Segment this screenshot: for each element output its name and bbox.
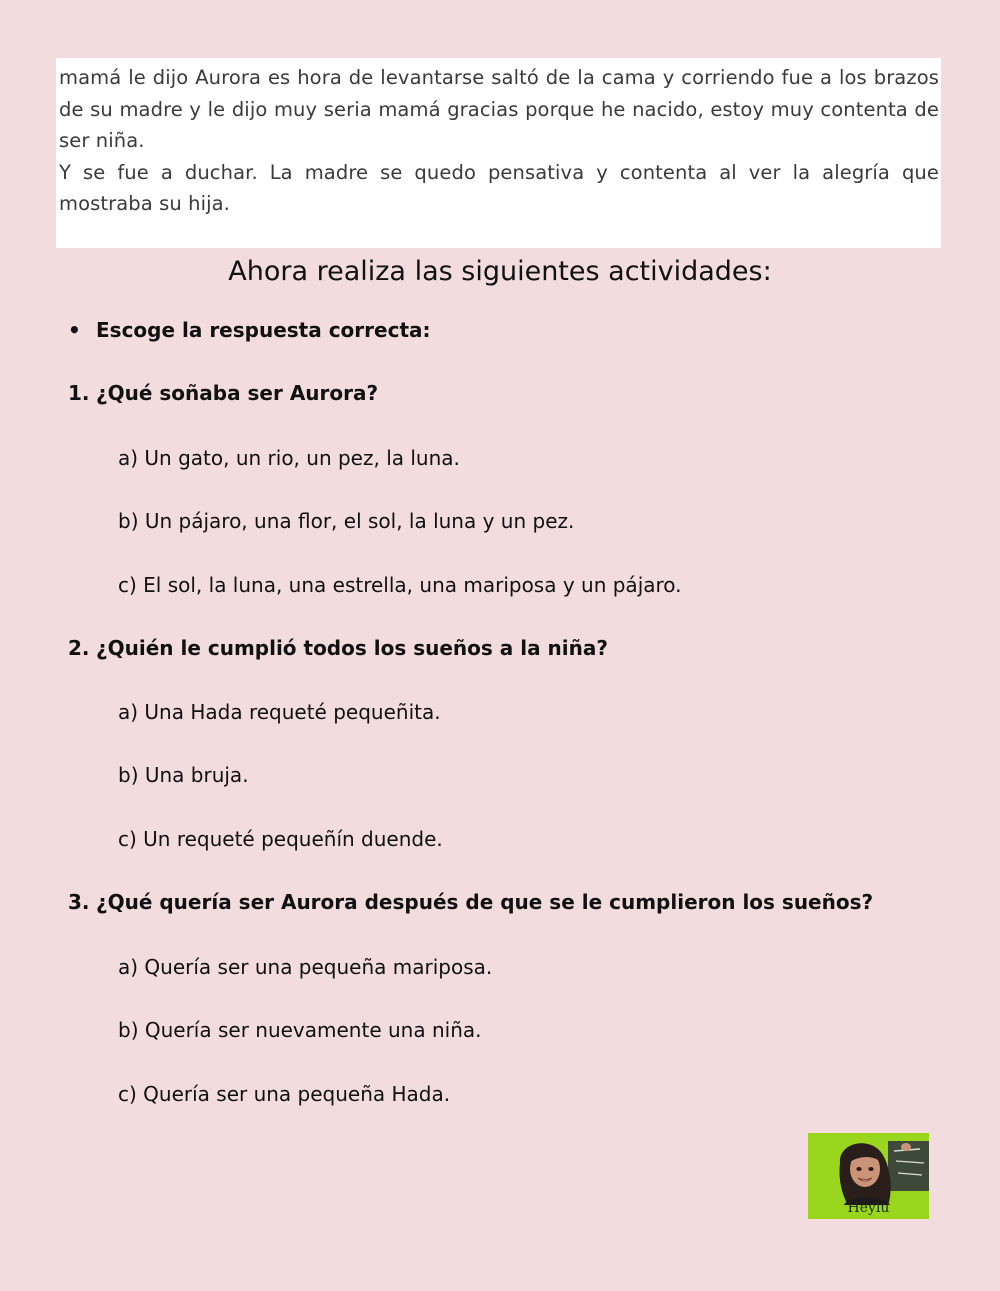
question-3 [68,886,873,918]
answer-option-2a[interactable]: a) Una Hada requeté pequeñita. [118,700,441,724]
story-paragraph: Y se fue a duchar. La madre se quedo pensativa y contenta al ver la alegría que mostraba su hija. [59,160,939,215]
question-2 [68,632,608,664]
answer-option-3a[interactable]: a) Quería ser una pequeña mariposa. [118,955,493,979]
answer-option-3b[interactable]: b) Quería ser nuevamente una niña. [118,1018,482,1042]
question-1 [68,377,378,409]
question-text: ¿Qué quería ser Aurora después de que se le cumplieron los sueños? [96,890,874,914]
question-text: ¿Qué soñaba ser Aurora? [96,381,379,405]
answer-option-3c[interactable]: c) Quería ser una pequeña Hada. [118,1082,451,1106]
instruction-text: Escoge la respuesta correcta: [96,318,431,342]
answer-option-1a[interactable]: a) Un gato, un rio, un pez, la luna. [118,446,460,470]
story-excerpt-box [56,58,941,248]
answer-option-2c[interactable]: c) Un requeté pequeñín duende. [118,827,443,851]
question-number: 1. [68,381,90,405]
badge-label: Heylu [847,1200,890,1216]
author-badge [808,1133,929,1219]
question-number: 2. [68,636,90,660]
activities-heading: Ahora realiza las siguientes actividades: [228,256,772,287]
question-text: ¿Quién le cumplió todos los sueños a la niña? [96,636,608,660]
question-number: 3. [68,890,90,914]
answer-option-1c[interactable]: c) El sol, la luna, una estrella, una mariposa y un pájaro. [118,573,682,597]
answer-option-1b[interactable]: b) Un pájaro, una flor, el sol, la luna y un pez. [118,509,575,533]
answer-option-2b[interactable]: b) Una bruja. [118,763,249,787]
bullet-icon: • [68,318,81,342]
instruction-line [68,314,431,346]
story-paragraph: mamá le dijo Aurora es hora de levantarse saltó de la cama y corriendo fue a los brazos de su madre y le dijo muy seria mamá gracias porque he nacido, estoy muy contenta de ser niña. [59,66,939,152]
